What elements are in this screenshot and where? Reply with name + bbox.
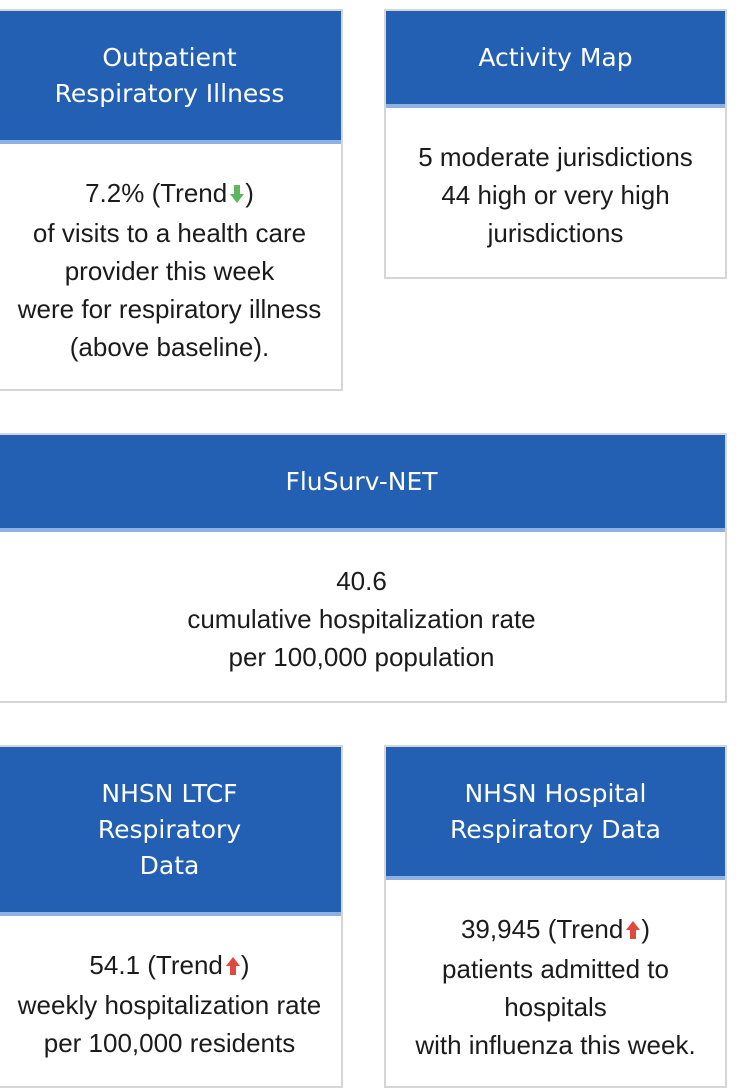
flusurv-card-header[interactable] (0, 435, 725, 532)
arrow-up-icon (226, 948, 240, 986)
nhsn-hospital-value: 39,945 (460, 914, 541, 944)
flusurv-card-title: FluSurv-NET (285, 466, 438, 496)
outpatient-desc-line-2: provider this week (64, 256, 275, 286)
nhsn-ltcf-trend-label: (Trend (147, 950, 223, 980)
nhsn-hospital-value-line (386, 910, 725, 950)
outpatient-value-line (0, 174, 341, 214)
outpatient-desc-line-4: (above baseline). (69, 332, 270, 362)
nhsn-hospital-desc-line-2: hospitals (504, 992, 607, 1022)
activity-map-card (384, 9, 727, 279)
nhsn-ltcf-card (0, 745, 343, 1088)
nhsn-ltcf-trend-close: ) (240, 950, 250, 980)
activity-map-card-title: Activity Map (478, 42, 633, 72)
flusurv-line-2: cumulative hospitalization rate (187, 604, 536, 634)
nhsn-hospital-desc-line-1: patients admitted to (442, 954, 669, 984)
nhsn-ltcf-desc-line-1: weekly hospitalization rate (17, 990, 322, 1020)
activity-map-line-1: 5 moderate jurisdictions (418, 142, 693, 172)
nhsn-ltcf-card-body (0, 916, 341, 1062)
outpatient-title-line-1: Outpatient (102, 42, 237, 72)
nhsn-hospital-card (384, 745, 727, 1088)
nhsn-hospital-title-line-1: NHSN Hospital (464, 778, 647, 808)
activity-map-line-2: 44 high or very high (441, 180, 670, 210)
outpatient-trend-label: (Trend (151, 178, 228, 208)
flusurv-value: 40.6 (336, 566, 387, 596)
outpatient-card-header[interactable] (0, 11, 341, 144)
arrow-up-icon (626, 912, 640, 950)
outpatient-trend-close: ) (245, 178, 254, 208)
outpatient-card (0, 9, 343, 391)
nhsn-ltcf-title-line-1: NHSN LTCF (101, 778, 238, 808)
outpatient-desc-line-1: of visits to a health care (32, 218, 307, 248)
outpatient-card-title (55, 40, 285, 112)
outpatient-desc-line-3: were for respiratory illness (17, 294, 322, 324)
outpatient-value: 7.2% (85, 178, 145, 208)
nhsn-ltcf-value: 54.1 (89, 950, 141, 980)
flusurv-card-body (0, 532, 725, 676)
arrow-down-icon (230, 176, 244, 214)
outpatient-card-body (0, 144, 341, 366)
flusurv-card (0, 433, 727, 703)
nhsn-hospital-card-body (386, 880, 725, 1064)
activity-map-card-header[interactable] (386, 11, 725, 108)
nhsn-ltcf-card-header[interactable] (0, 747, 341, 916)
nhsn-hospital-card-title (450, 776, 661, 848)
outpatient-title-line-2: Respiratory Illness (54, 78, 285, 108)
nhsn-hospital-desc-line-3: with influenza this week. (415, 1030, 696, 1060)
nhsn-hospital-trend-label: (Trend (547, 914, 624, 944)
flusurv-line-3: per 100,000 population (228, 642, 495, 672)
nhsn-ltcf-title-line-3: Data (139, 850, 200, 880)
nhsn-ltcf-desc-line-2: per 100,000 residents (43, 1028, 296, 1058)
nhsn-hospital-title-line-2: Respiratory Data (450, 814, 661, 844)
activity-map-card-body (386, 108, 725, 252)
nhsn-hospital-card-header[interactable] (386, 747, 725, 880)
nhsn-ltcf-value-line (0, 946, 341, 986)
activity-map-line-3: jurisdictions (487, 218, 624, 248)
nhsn-ltcf-card-title (98, 776, 241, 884)
nhsn-hospital-trend-close: ) (641, 914, 651, 944)
nhsn-ltcf-title-line-2: Respiratory (97, 814, 242, 844)
